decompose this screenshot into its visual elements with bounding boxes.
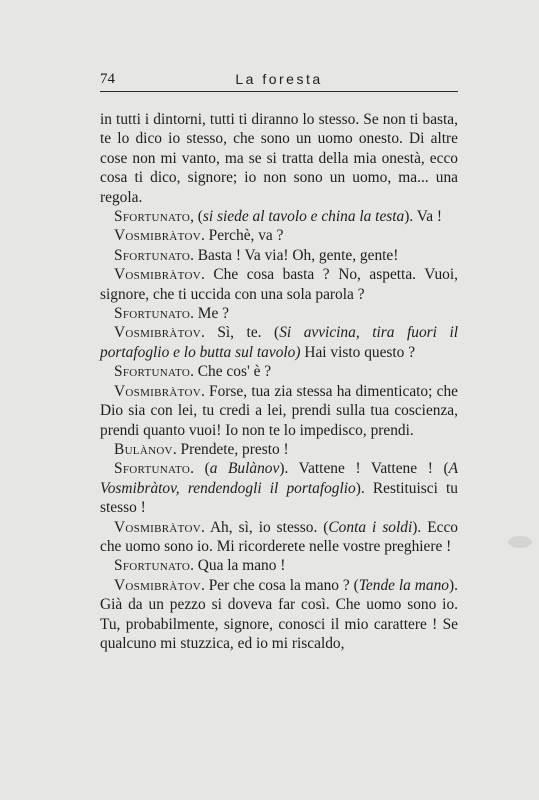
speaker-name: Sfortunato bbox=[114, 305, 191, 323]
speaker-name: Sfortunato bbox=[114, 246, 191, 264]
speaker-name: Bulànov bbox=[114, 440, 173, 458]
paragraph bbox=[100, 459, 458, 517]
paragraph bbox=[100, 110, 458, 207]
dialogue-text: . Perchè, va ? bbox=[200, 227, 284, 245]
paragraph bbox=[100, 226, 458, 245]
dialogue-text: . Sì, te. ( bbox=[200, 324, 280, 342]
speaker-name: Sfortunato bbox=[114, 557, 191, 575]
stage-direction: si siede al tavolo e china la testa bbox=[202, 208, 405, 226]
speaker-name: Sfortunato bbox=[114, 363, 191, 381]
page-body bbox=[100, 110, 458, 653]
dialogue-text: ). Già da un pezzo si doveva far così. Che uomo sono io. Tu, probabilmente, signore, conosci il mio carattere ! Se qualcuno mi stuzzica, ed io mi riscaldo, bbox=[100, 576, 458, 652]
speaker-name: Vosmibràtov bbox=[114, 518, 201, 536]
dialogue-text: Hai visto questo ? bbox=[300, 343, 416, 361]
dialogue-text: . Me ? bbox=[190, 305, 229, 323]
dialogue-text: . Forse, tua zia stessa ha dimenticato; che Dio sia con lei, tu credi a lei, prendi sulla tua coscienza, prendi quanto vuoi! Io non te lo impedisco, prendi. bbox=[100, 382, 458, 439]
dialogue-text: ). Restituisci tu stesso ! bbox=[100, 479, 458, 517]
dialogue-text: . Che cos' è ? bbox=[190, 363, 272, 381]
paragraph bbox=[100, 440, 458, 459]
paragraph bbox=[100, 304, 458, 323]
paragraph bbox=[100, 576, 458, 654]
dialogue-text: . Qua la mano ! bbox=[190, 557, 286, 575]
speaker-name: Vosmibràtov bbox=[114, 227, 201, 245]
dialogue-text: . Ah, sì, io stesso. ( bbox=[200, 518, 329, 536]
dialogue-text: ). Va ! bbox=[404, 208, 443, 226]
speaker-name: Vosmibràtov bbox=[114, 266, 201, 284]
paragraph bbox=[100, 382, 458, 440]
speaker-name: Sfortunato bbox=[114, 208, 191, 226]
dialogue-text: . Prendete, presto ! bbox=[172, 440, 289, 458]
dialogue-text: ). Ecco che uomo sono io. Mi ricorderete nelle vostre preghiere ! bbox=[100, 518, 458, 555]
stage-direction: A Vosmibràtov, rendendogli il portafoglio bbox=[100, 460, 458, 497]
stage-direction: Si avvicina, tira fuori il portafoglio e lo butta sul tavolo) bbox=[100, 324, 459, 361]
paragraph bbox=[100, 323, 458, 362]
dialogue-text: . Basta ! Va via! Oh, gente, gente! bbox=[190, 246, 399, 264]
paragraph bbox=[100, 246, 458, 265]
paragraph bbox=[100, 518, 458, 557]
dialogue-text: , ( bbox=[190, 208, 203, 226]
running-title: La foresta bbox=[235, 71, 323, 87]
speaker-name: Vosmibràtov bbox=[114, 382, 201, 400]
dialogue-text: . ( bbox=[190, 460, 210, 478]
page-smudge bbox=[508, 536, 532, 548]
dialogue-text: . Che cosa basta ? No, aspetta. Vuoi, signore, che ti uccida con una sola parola ? bbox=[100, 266, 458, 303]
speaker-name: Sfortunato bbox=[114, 460, 191, 478]
stage-direction: Conta i soldi bbox=[328, 518, 413, 536]
dialogue-text: . Per che cosa la mano ? ( bbox=[200, 576, 359, 594]
paragraph bbox=[100, 265, 458, 304]
page-header bbox=[100, 71, 458, 92]
speaker-name: Vosmibràtov bbox=[114, 324, 201, 342]
stage-direction: a Bulànov bbox=[209, 460, 280, 478]
paragraph bbox=[100, 362, 458, 381]
stage-direction: Tende la mano bbox=[358, 576, 450, 594]
paragraph bbox=[100, 207, 458, 226]
paragraph bbox=[100, 556, 458, 575]
dialogue-text: in tutti i dintorni, tutti ti diranno lo stesso. Se non ti basta, te lo dico io stesso, che sono un uomo onesto. Di altre cose non mi vanto, ma se si tratta della mia onestà, ecco cosa ti dico, signore; io non sono un uomo, ma... una regola. bbox=[100, 111, 458, 206]
speaker-name: Vosmibràtov bbox=[114, 576, 201, 594]
dialogue-text: ). Vattene ! Vattene ! ( bbox=[279, 460, 449, 478]
page-number: 74 bbox=[100, 71, 115, 87]
